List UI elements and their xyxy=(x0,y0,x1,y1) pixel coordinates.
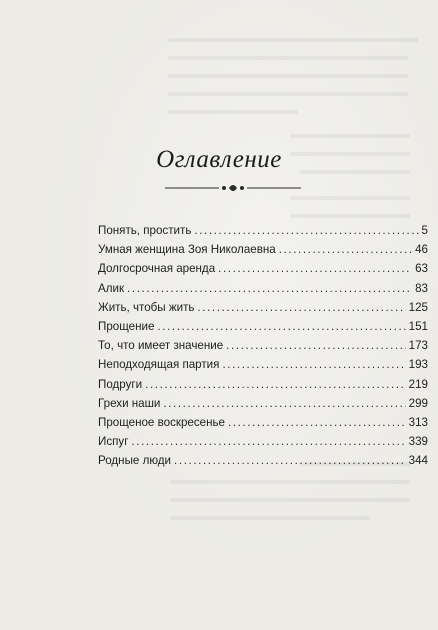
toc-dot-leader xyxy=(174,454,406,467)
toc-entry[interactable] xyxy=(98,358,428,377)
toc-entry-title: То, что имеет значение xyxy=(98,339,224,353)
toc-entry-page: 339 xyxy=(408,435,428,449)
toc-dot-leader xyxy=(218,262,412,275)
toc-entry[interactable] xyxy=(98,454,428,473)
toc-entry[interactable] xyxy=(98,301,428,320)
toc-dot-leader xyxy=(127,282,412,295)
toc-dot-leader xyxy=(145,378,406,391)
toc-entry[interactable] xyxy=(98,339,428,358)
toc-entry-title: Прощеное воскресенье xyxy=(98,415,225,429)
toc-entry-page: 219 xyxy=(408,377,428,391)
bleed-through-line xyxy=(290,196,410,200)
toc-entry[interactable] xyxy=(98,320,428,339)
toc-entry-page: 5 xyxy=(421,224,428,237)
toc-entry-title: Долгосрочная аренда xyxy=(98,262,216,276)
contents-heading: Оглавление xyxy=(156,146,282,173)
toc-entry-title: Умная женщина Зоя Николаевна xyxy=(98,243,276,257)
table-of-contents xyxy=(98,224,438,473)
toc-entry-page: 173 xyxy=(408,339,428,353)
bleed-through-line xyxy=(168,38,418,42)
bleed-through-line xyxy=(168,92,408,96)
toc-entry-title: Испуг xyxy=(98,435,129,449)
toc-dot-leader xyxy=(163,397,405,410)
toc-entry[interactable] xyxy=(98,243,428,262)
toc-entry[interactable] xyxy=(98,224,428,243)
toc-entry-page: 193 xyxy=(408,358,428,372)
bleed-through-line xyxy=(170,480,410,484)
toc-entry-page: 63 xyxy=(415,262,428,276)
toc-entry-title: Родные люди xyxy=(98,454,172,468)
toc-entry[interactable] xyxy=(98,262,428,281)
toc-entry-title: Прощение xyxy=(98,319,155,333)
toc-dot-leader xyxy=(194,224,418,237)
toc-entry-title: Подруги xyxy=(98,377,143,391)
bleed-through-line xyxy=(168,110,298,114)
toc-entry[interactable] xyxy=(98,282,428,301)
toc-dot-leader xyxy=(279,243,412,256)
toc-entry[interactable] xyxy=(98,397,428,416)
toc-entry-title: Понять, простить xyxy=(98,224,192,237)
toc-entry-page: 83 xyxy=(415,281,428,295)
bleed-through-line xyxy=(290,134,410,138)
toc-entry-title: Жить, чтобы жить xyxy=(98,300,195,314)
toc-entry-page: 299 xyxy=(408,396,428,410)
toc-entry-page: 125 xyxy=(408,300,428,314)
toc-dot-leader xyxy=(226,339,405,352)
toc-entry[interactable] xyxy=(98,416,428,435)
bleed-through-line xyxy=(168,74,408,78)
toc-entry[interactable] xyxy=(98,378,428,397)
toc-entry-page: 151 xyxy=(408,319,428,333)
ornament-divider xyxy=(163,181,303,195)
toc-entry-page: 313 xyxy=(408,415,428,429)
toc-dot-leader xyxy=(131,435,405,448)
toc-entry-page: 46 xyxy=(415,243,428,257)
toc-dot-leader xyxy=(157,320,405,333)
toc-dot-leader xyxy=(228,416,406,429)
toc-entry-page: 344 xyxy=(408,454,428,468)
toc-entry-title: Алик xyxy=(98,281,125,295)
toc-dot-leader xyxy=(222,358,405,371)
toc-dot-leader xyxy=(197,301,405,314)
bleed-through-line xyxy=(168,56,408,60)
bleed-through-line xyxy=(290,214,410,218)
bleed-through-line xyxy=(170,498,410,502)
toc-entry-title: Грехи наши xyxy=(98,396,161,410)
toc-entry[interactable] xyxy=(98,435,428,454)
bleed-through-line xyxy=(170,516,370,520)
toc-entry-title: Неподходящая партия xyxy=(98,358,220,372)
